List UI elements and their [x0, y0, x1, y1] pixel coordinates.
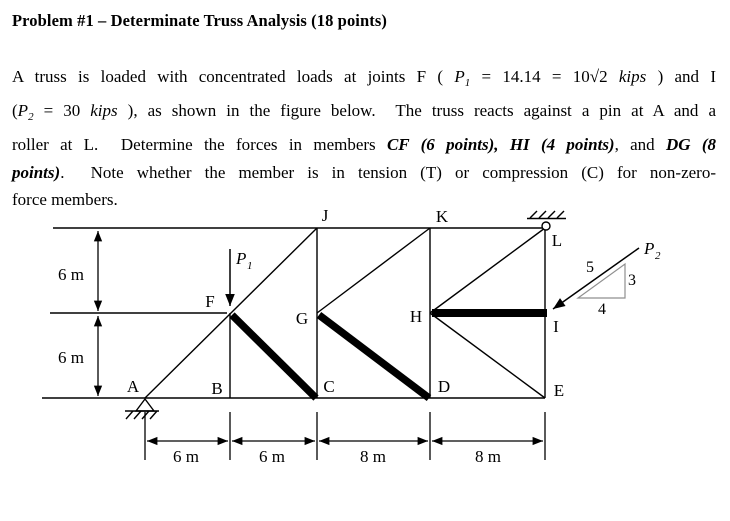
dim-label-left-lower: 6 m — [58, 348, 84, 367]
member-DG-thick — [319, 315, 429, 398]
problem-title: Problem #1 – Determinate Truss Analysis (18 points) — [12, 11, 387, 30]
load-label-p2-sub: 2 — [655, 250, 661, 262]
roller-hatch-1 — [530, 211, 537, 218]
load-label-p1-sub: 1 — [247, 260, 253, 272]
pin-support-A — [125, 399, 159, 419]
roller-hatch-4 — [557, 211, 564, 218]
dim-label-span-DE: 8 m — [475, 447, 501, 466]
slope-label-vertical: 3 — [628, 272, 636, 289]
member-diagonal-HL — [430, 228, 545, 313]
joint-label-L: L — [551, 231, 563, 250]
pin-triangle — [136, 399, 154, 411]
statement-line-4: points). Note whether the member is in tension (T) or compression (C) for non-zero- — [12, 162, 716, 182]
load-arrows — [230, 248, 639, 309]
dim-label-span-BC: 6 m — [259, 447, 285, 466]
slope-label-hypotenuse: 5 — [586, 259, 594, 276]
roller-hatch-3 — [548, 211, 555, 218]
statement-line-3: roller at L. Determine the forces in members CF (6 points), HI (4 points), and DG (8 — [12, 135, 716, 155]
load-p2-arrow — [553, 248, 639, 309]
dim-label-span-AB: 6 m — [173, 447, 199, 466]
joint-label-G: G — [295, 309, 309, 328]
statement-line-1: A truss is loaded with concentrated loads at joints F ( $P_1 = 14.14 = 10√2$ kips ) and I — [12, 67, 716, 89]
load-label-p2: P — [644, 239, 655, 258]
joint-label-C: C — [323, 377, 335, 396]
joint-label-I: I — [553, 317, 559, 336]
statement-line-2: ($P_2 = 30$ kips ), as shown in the figure below. The truss reacts against a pin at A and a — [12, 101, 716, 124]
pin-hatch-4 — [150, 411, 157, 419]
dim-label-span-CD: 8 m — [360, 447, 386, 466]
joint-label-J: J — [321, 206, 329, 225]
joint-label-E: E — [553, 381, 565, 400]
roller-support-L — [527, 211, 566, 230]
joint-label-B: B — [211, 379, 223, 398]
pin-hatch-2 — [134, 411, 141, 419]
statement-line-5: force members. — [12, 189, 118, 209]
highlighted-members — [232, 313, 547, 398]
member-diagonal-GK — [317, 228, 430, 313]
joint-label-K: K — [435, 207, 449, 226]
roller-hatch-2 — [539, 211, 546, 218]
slope-label-horizontal: 4 — [598, 301, 606, 318]
joint-label-F: F — [205, 292, 215, 311]
joint-labels — [127, 206, 564, 400]
load-label-p1: P — [236, 249, 247, 268]
joint-label-A: A — [126, 377, 140, 396]
pin-hatch-1 — [126, 411, 133, 419]
joint-label-D: D — [437, 377, 451, 396]
dim-label-left-upper: 6 m — [58, 265, 84, 284]
load-labels — [235, 239, 661, 272]
roller-circle — [542, 222, 550, 230]
joint-label-H: H — [409, 307, 423, 326]
